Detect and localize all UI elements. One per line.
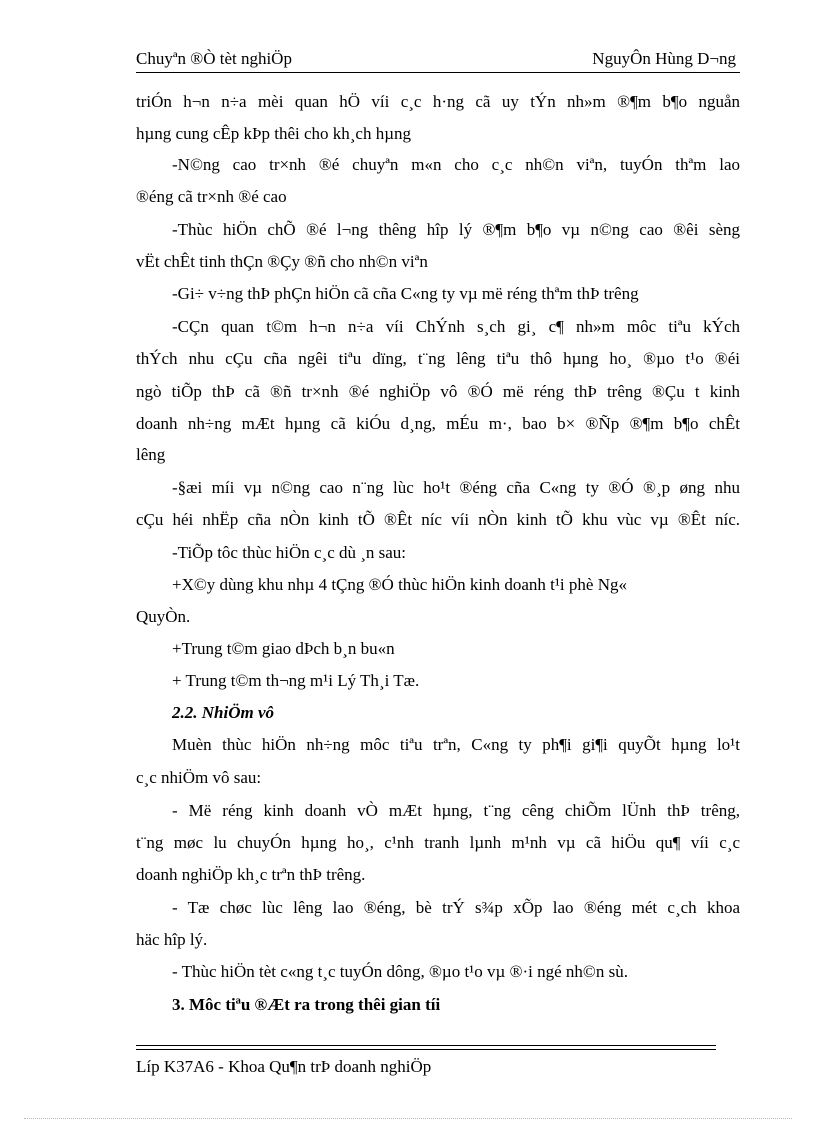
paragraph-line: Muèn thùc hiÖn nh÷ng môc tiªu trªn, C«ng ty ph¶i gi¶i quyÕt hµng lo¹t <box>172 735 740 754</box>
paragraph-line: +X©y dùng khu nhµ 4 tÇng ®Ó thùc hiÖn kinh doanh t¹i phè Ng« <box>172 575 627 594</box>
paragraph-line: - Më réng kinh doanh vÒ mÆt hµng, t¨ng cêng chiÕm lÜnh thÞ trêng, <box>172 801 740 820</box>
footer-rule-top <box>136 1045 716 1046</box>
paragraph-line: ®éng cã tr×nh ®é cao <box>136 187 287 206</box>
footer-class-department: Líp K37A6 - Khoa Qu¶n trÞ doanh nghiÖp <box>136 1057 432 1076</box>
page-header <box>136 47 740 73</box>
section-heading-3: 3. Môc tiªu ®Æt ra trong thêi gian tíi <box>172 995 441 1014</box>
paragraph-line: +Trung t©m giao dÞch b¸n bu«n <box>172 639 395 658</box>
footer-rule-bottom <box>136 1049 716 1050</box>
paragraph-line: häc hîp lý. <box>136 930 208 949</box>
paragraph-line: doanh nghiÖp kh¸c trªn thÞ trêng. <box>136 865 366 884</box>
paragraph-line: -TiÕp tôc thùc hiÖn c¸c dù ¸n sau: <box>172 543 407 562</box>
paragraph-line: c¸c nhiÖm vô sau: <box>136 768 262 787</box>
paragraph-line: lêng <box>136 445 166 464</box>
paragraph-line: - Tæ chøc lùc lêng lao ®éng, bè trÝ s¾p xÕp lao ®éng mét c¸ch khoa <box>172 898 740 917</box>
page-bottom-border <box>24 1118 792 1119</box>
paragraph-line: -N©ng cao tr×nh ®é chuyªn m«n cho c¸c nh©n viªn, tuyÓn thªm lao <box>172 155 740 174</box>
paragraph-line: triÓn h¬n n÷a mèi quan hÖ víi c¸c h·ng cã uy tÝn nh»m ®¶m b¶o nguån <box>136 92 740 111</box>
header-rule <box>136 72 740 73</box>
paragraph-line: thÝch nhu cÇu cña ngêi tiªu dïng, t¨ng lêng tiªu thô hµng ho¸ ®µo t¹o ®éi <box>136 349 740 368</box>
header-chapter-title: Chuyªn ®Ò tèt nghiÖp <box>136 49 292 68</box>
paragraph-line: -Gi÷ v÷ng thÞ phÇn hiÖn cã cña C«ng ty vµ më réng thªm thÞ trêng <box>172 284 639 303</box>
header-author-name: NguyÔn Hùng D¬ng <box>592 49 736 68</box>
paragraph-line: ngò tiÕp thÞ cã ®ñ tr×nh ®é nghiÖp vô ®Ó më réng thÞ trêng ®Çu t kinh <box>136 382 740 401</box>
paragraph-line: hµng cung cÊp kÞp thêi cho kh¸ch hµng <box>136 124 412 143</box>
paragraph-line: - Thùc hiÖn tèt c«ng t¸c tuyÓn dông, ®µo t¹o vµ ®·i ngé nh©n sù. <box>172 962 628 981</box>
paragraph-line: cÇu héi nhËp cña nÒn kinh tÕ ®Êt níc víi nÒn kinh tÕ khu vùc vµ ®Êt níc. <box>136 510 740 529</box>
paragraph-line: + Trung t©m th¬ng m¹i Lý Th¸i Tæ. <box>172 671 420 690</box>
paragraph-line: -CÇn quan t©m h¬n n÷a víi ChÝnh s¸ch gi¸ c¶ nh»m môc tiªu kÝch <box>172 317 740 336</box>
paragraph-line: -Thùc hiÖn chÕ ®é l¬ng thêng hîp lý ®¶m b¶o vµ n©ng cao ®êi sèng <box>172 220 740 239</box>
paragraph-line: t¨ng møc lu chuyÓn hµng ho¸, c¹nh tranh lµnh m¹nh vµ cã hiÖu qu¶ víi c¸c <box>136 833 740 852</box>
paragraph-line: -§æi míi vµ n©ng cao n¨ng lùc ho¹t ®éng cña C«ng ty ®Ó ®¸p øng nhu <box>172 478 740 497</box>
paragraph-line: doanh nh÷ng mÆt hµng cã kiÓu d¸ng, mÉu m·, bao b× ®Ñp ®¶m b¶o chÊt <box>136 414 740 433</box>
paragraph-line: vËt chÊt tinh thÇn ®Çy ®ñ cho nh©n viªn <box>136 252 428 271</box>
section-heading-2-2: 2.2. NhiÖm vô <box>172 703 274 722</box>
paragraph-line: QuyÒn. <box>136 607 191 626</box>
